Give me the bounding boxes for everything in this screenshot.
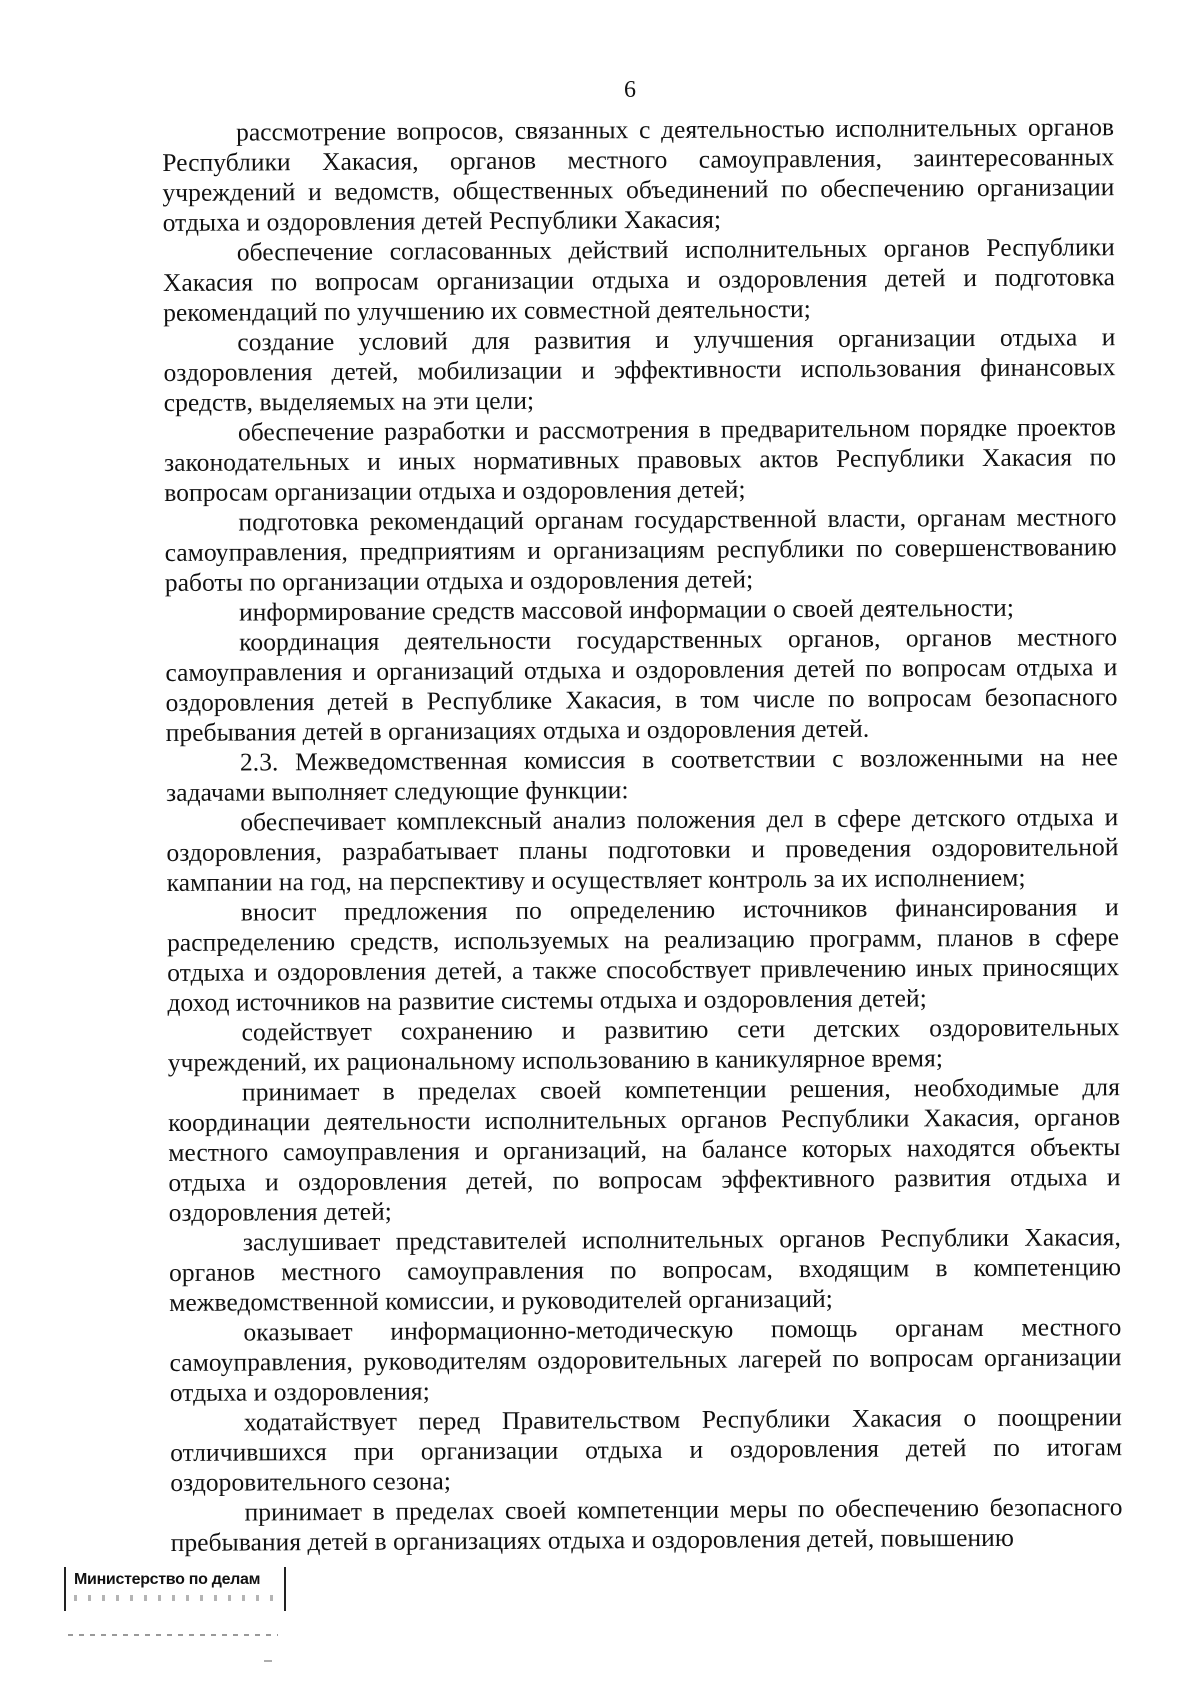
paragraph: рассмотрение вопросов, связанных с деятельностью исполнительных органов Республики Хакасия, органов местного самоуправления, заинтересованных учреждений и ведомств, общественных объединений по обеспечению организации отдыха и оздоровления детей Республики Хакасия; — [162, 112, 1115, 237]
paragraph: информирование средств массовой информации о своей деятельности; — [238, 592, 1015, 627]
paragraph: обеспечение разработки и рассмотрения в предварительном порядке проектов законодательных и иных нормативных правовых актов Республики Хакасия по вопросам организации отдыха и оздоровления детей; — [164, 412, 1117, 507]
stamp-text: Министерство по делам — [74, 1571, 261, 1588]
paragraph: создание условий для развития и улучшения организации отдыха и оздоровления детей, мобилизации и эффективности использования финансовых средств, выделяемых на эти цели; — [163, 322, 1116, 417]
paragraph: подготовка рекомендаций органам государственной власти, органам местного самоуправления, предприятиям и организациям республики по совершенствованию работы по организации отдыха и оздоровления детей; — [164, 502, 1117, 597]
paragraph: заслушивает представителей исполнительных органов Республики Хакасия, органов местного самоуправления по вопросам, входящим в компетенцию межведомственной комиссии, и руководителей организаций; — [168, 1222, 1122, 1317]
paragraph: обеспечивает комплексный анализ положения дел в сфере детского отдыха и оздоровления, разрабатывает планы подготовки и проведения оздоровительной кампании на год, на перспективу и осуществляет контроль за их исполнением; — [166, 802, 1119, 897]
paragraph: содействует сохранению и развитию сети детских оздоровительных учреждений, их рациональному использованию в каникулярное время; — [167, 1012, 1120, 1077]
scan-artifact-line — [68, 1634, 278, 1636]
paragraph: оказывает информационно-методическую помощь органам местного самоуправления, руководителям оздоровительных лагерей по вопросам организации отдыха и оздоровления; — [169, 1312, 1122, 1407]
paragraph: обеспечение согласованных действий исполнительных органов Республики Хакасия по вопросам организации отдыха и оздоровления детей и подготовка рекомендаций по улучшению их совместной деятельности; — [162, 232, 1116, 327]
paragraph: принимает в пределах своей компетенции меры по обеспечению безопасного пребывания детей в организациях отдыха и оздоровления детей, повышению — [170, 1492, 1123, 1557]
scan-artifact-mark — [264, 1660, 272, 1662]
section-2-3-paragraph: 2.3. Межведомственная комиссия в соответствии с возложенными на нее задачами выполняет следующие функции: — [166, 742, 1119, 807]
stamp-faded-line — [74, 1595, 274, 1601]
ministry-stamp — [64, 1567, 286, 1611]
paragraph: ходатайствует перед Правительством Республики Хакасия о поощрении отличившихся при организации отдыха и оздоровления детей по итогам оздоровительного сезона; — [170, 1402, 1123, 1497]
paragraph: вносит предложения по определению источников финансирования и распределению средств, используемых на реализацию программ, планов в сфере отдыха и оздоровления детей, а также способствует привлечению иных приносящих доход источников на развитие системы отдыха и оздоровления детей; — [166, 892, 1120, 1017]
paragraph: координация деятельности государственных органов, органов местного самоуправления и организаций отдыха и оздоровления детей по вопросам отдыха и оздоровления детей в Республике Хакасия, в том числе по вопросам безопасного пребывания детей в организациях отдыха и оздоровления детей. — [165, 622, 1118, 747]
paragraph: принимает в пределах своей компетенции решения, необходимые для координации деятельности исполнительных органов Республики Хакасия, органов местного самоуправления и организаций, на балансе которых находятся объекты отдыха и оздоровления детей, по вопросам эффективного развития отдыха и оздоровления детей; — [168, 1072, 1121, 1227]
page-number: 6 — [624, 77, 636, 103]
document-body — [162, 112, 1123, 1558]
